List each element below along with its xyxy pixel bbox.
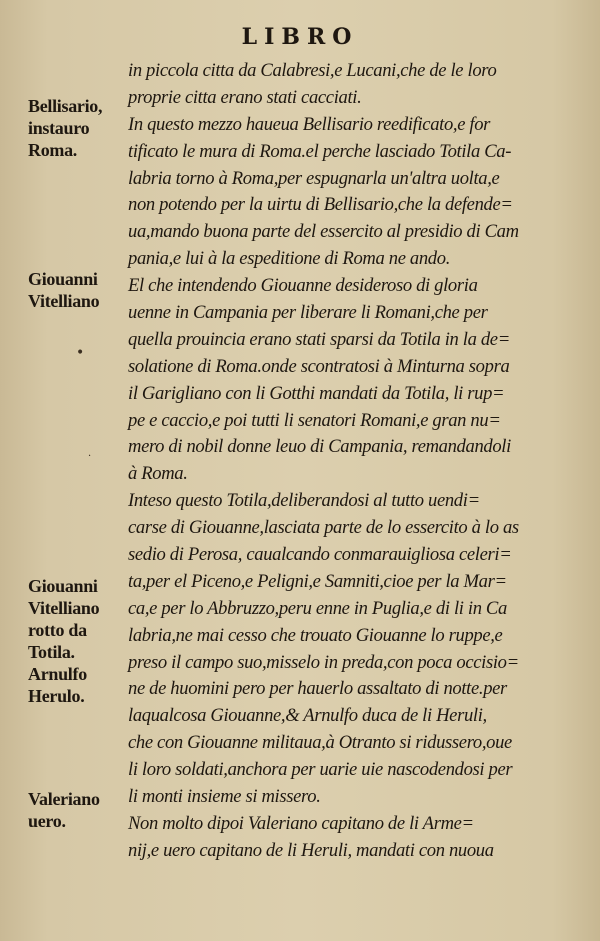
text-line: ca,e per lo Abbruzzo,peru enne in Puglia,e di li in Ca — [128, 597, 507, 619]
text-line: preso il campo suo,misselo in preda,con poca occisio= — [128, 651, 519, 673]
text-line: li loro soldati,anchora per uarie uie nascodendosi per — [128, 759, 513, 781]
sidenote-giouanni: Giouanni Vitelliano — [28, 269, 100, 311]
text-line: pania,e lui à la espeditione di Roma ne ando. — [128, 248, 450, 270]
text-line: El che intendendo Giouanne desideroso di gloria — [128, 275, 478, 297]
ink-speck: • — [76, 345, 85, 361]
text-line: Non molto dipoi Valeriano capitano de li Arme= — [128, 812, 474, 834]
text-line: In questo mezzo haueua Bellisario reedificato,e for — [128, 113, 491, 135]
text-line: che con Giouanne militaua,à Otranto si ridussero,oue — [128, 732, 512, 754]
text-line: labria torno à Roma,per espugnarla un'altra uolta,e — [128, 167, 500, 189]
text-line: il Garigliano con li Gotthi mandati da Totila, li rup= — [128, 382, 505, 404]
text-line: in piccola citta da Calabresi,e Lucani,che de le loro — [128, 60, 497, 81]
text-line: mero di nobil donne leuo di Campania, remandandoli — [128, 436, 511, 458]
text-line: laqualcosa Giouanne,& Arnulfo duca de li Heruli, — [128, 705, 487, 727]
text-line: ne de huomini pero per hauerlo assaltato di notte.per — [128, 678, 507, 700]
sidenote-valeriano: Valeriano uero. — [28, 789, 100, 831]
running-header: LIBRO — [241, 24, 359, 50]
text-line: pe e caccio,e poi tutti li senatori Romani,e gran nu= — [128, 409, 501, 431]
sidenote-giouanni-rotto: Giouanni Vitelliano rotto da Totila. Arnulfo Herulo. — [28, 576, 100, 706]
text-line: li monti insieme si missero. — [128, 786, 321, 808]
text-line: Inteso questo Totila,deliberandosi al tutto uendi= — [128, 490, 480, 512]
text-line: sedio di Perosa, caualcando conmarauigliosa celeri= — [128, 544, 512, 566]
sidenote-bellisario: Bellisario, instauro Roma. — [28, 96, 103, 160]
text-line: uenne in Campania per liberare li Romani,che per — [128, 302, 488, 324]
text-line: ua,mando buona parte del essercito al presidio di Cam — [128, 221, 519, 243]
text-line: proprie citta erano stati cacciati. — [128, 86, 362, 108]
text-line: à Roma. — [128, 463, 188, 485]
text-line: nij,e uero capitano de li Heruli, mandati con nuoua — [128, 839, 494, 861]
text-line: ta,per el Piceno,e Peligni,e Samniti,cioe per la Mar= — [128, 570, 507, 592]
body-text — [128, 58, 573, 865]
text-line: non potendo per la uirtu di Bellisario,che la defende= — [128, 194, 513, 216]
text-line: quella prouincia erano stati sparsi da Totila in la de= — [128, 328, 510, 350]
text-line: solatione di Roma.onde scontratosi à Minturna sopra — [128, 355, 510, 377]
text-line: tificato le mura di Roma.el perche lasciado Totila Ca- — [128, 140, 512, 162]
text-line: labria,ne mai cesso che trouato Giouanne lo ruppe,e — [128, 624, 503, 646]
ink-speck: · — [88, 451, 92, 462]
text-line: carse di Giouanne,lasciata parte de lo essercito à lo as — [128, 517, 519, 539]
